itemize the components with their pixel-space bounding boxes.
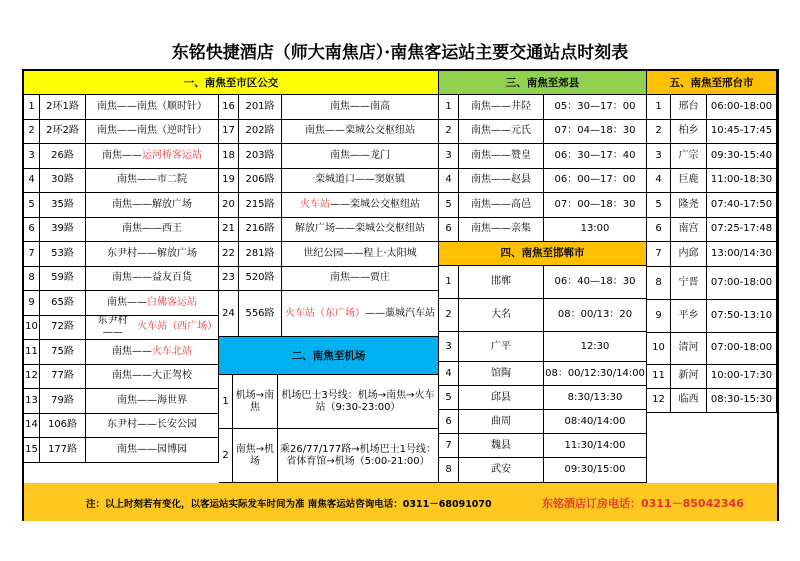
destination: 隆尧: [671, 193, 707, 218]
route-stops: 南焦——贾庄: [282, 267, 439, 292]
departure-time: 07:00-18:00: [707, 333, 777, 365]
route-number: 75路: [40, 340, 86, 365]
departure-time: 13:00/14:30: [707, 242, 777, 267]
destination: 南焦——高邑: [459, 193, 544, 218]
row-number: 21: [219, 218, 239, 243]
row-number: 5: [647, 193, 671, 218]
destination: 广宗: [671, 144, 707, 169]
row-number: 1: [219, 375, 233, 429]
row-number: 1: [439, 266, 459, 299]
row-number: 6: [24, 218, 40, 243]
row-number: 6: [439, 410, 459, 434]
row-number: 7: [647, 242, 671, 267]
route-number: 39路: [40, 218, 86, 243]
departure-time: 11:30/14:00: [544, 434, 647, 458]
departure-time: 10:00-17:30: [707, 365, 777, 389]
departure-time: 12:30: [544, 332, 647, 362]
destination: 邱县: [459, 386, 544, 410]
departure-time: 06：30—17：40: [544, 144, 647, 169]
row-number: 1: [647, 95, 671, 120]
route-stops: 东尹村——解放广场: [86, 242, 219, 267]
departure-time: 06:00-18:00: [707, 95, 777, 120]
section2-header: 二、南焦至机场: [219, 337, 439, 375]
row-number: 4: [439, 362, 459, 386]
route-stops: 南焦——解放广场: [86, 193, 219, 218]
row-number: 7: [439, 434, 459, 458]
route-number: 2环1路: [40, 95, 86, 120]
route-stops: 南焦——益友百货: [86, 267, 219, 292]
row-number: 10: [647, 333, 671, 365]
row-number: 24: [219, 291, 239, 337]
row-number: 5: [24, 193, 40, 218]
departure-time: 08:40/14:00: [544, 410, 647, 434]
destination: 魏县: [459, 434, 544, 458]
destination: 临西: [671, 389, 707, 413]
row-number: 8: [24, 267, 40, 292]
row-number: 8: [647, 267, 671, 300]
row-number: 19: [219, 169, 239, 194]
hotel-phone: 东铭酒店订房电话：0311－85042346: [542, 497, 744, 510]
row-number: 9: [647, 300, 671, 333]
section3-header: 三、南焦至郊县: [439, 71, 647, 95]
route-number: 30路: [40, 169, 86, 194]
row-number: 1: [24, 95, 40, 120]
route-stops: 南焦——栾城公交枢纽站: [282, 120, 439, 145]
route-number: 77路: [40, 365, 86, 390]
destination: 南焦——元氏: [459, 120, 544, 145]
destination: 大名: [459, 299, 544, 332]
destination: 邢台: [671, 95, 707, 120]
row-number: 16: [219, 95, 239, 120]
footer-note: 注：以上时刻若有变化，以客运站实际发车时间为准 南焦客运站咨询电话：0311－68091070: [86, 499, 492, 510]
destination: 柏乡: [671, 120, 707, 145]
row-number: 13: [24, 389, 40, 414]
route-number: 202路: [239, 120, 282, 145]
row-number: 20: [219, 193, 239, 218]
route-stops: 南焦——西王: [86, 218, 219, 243]
route-stops: 南焦—— 火车北站: [86, 340, 219, 365]
route-number: 72路: [40, 316, 86, 341]
row-number: 10: [24, 316, 40, 341]
section1-header: 一、南焦至市区公交: [24, 71, 439, 95]
route-number: 520路: [239, 267, 282, 292]
row-number: 22: [219, 242, 239, 267]
route-number: 65路: [40, 291, 86, 316]
row-number: 6: [647, 218, 671, 243]
route-stops: 南焦——南焦（逆时针）: [86, 120, 219, 145]
route-stops: 东尹村—— 火车站（西广场）: [86, 316, 219, 341]
row-number: 9: [24, 291, 40, 316]
destination: 南宫: [671, 218, 707, 243]
route-stops: 解放广场——栾城公交枢纽站: [282, 218, 439, 243]
departure-time: 05：30—17：00: [544, 95, 647, 120]
route-number: 79路: [40, 389, 86, 414]
airport-direction: 机场→南焦: [233, 375, 278, 429]
route-number: 203路: [239, 144, 282, 169]
route-stops: 火车站（东广场） ——藁城汽车站: [282, 291, 439, 337]
row-number: 8: [439, 458, 459, 483]
departure-time: 09:30/15:00: [544, 458, 647, 483]
destination: 南焦——亲集: [459, 218, 544, 243]
route-stops: 南焦——龙门: [282, 144, 439, 169]
route-stops: 南焦——大正驾校: [86, 365, 219, 390]
row-number: 6: [439, 218, 459, 243]
route-number: 2环2路: [40, 120, 86, 145]
departure-time: 07:25-17:48: [707, 218, 777, 243]
route-stops: 世纪公园——程上·太阳城: [282, 242, 439, 267]
departure-time: 8:30/13:30: [544, 386, 647, 410]
destination: 广平: [459, 332, 544, 362]
row-number: 3: [24, 144, 40, 169]
row-number: 3: [439, 144, 459, 169]
row-number: 4: [24, 169, 40, 194]
destination: 馆陶: [459, 362, 544, 386]
route-number: 53路: [40, 242, 86, 267]
departure-time: 11:00-18:30: [707, 169, 777, 194]
destination: 宁晋: [671, 267, 707, 300]
row-number: 4: [439, 169, 459, 194]
departure-time: 06：40—18：30: [544, 266, 647, 299]
row-number: 2: [439, 120, 459, 145]
airport-info: 乘26/77/177路→机场巴士1号线：省体育馆→机场（5:00-21:00）: [278, 429, 439, 483]
row-number: 3: [647, 144, 671, 169]
departure-time: 07:50-13:10: [707, 300, 777, 333]
row-number: 12: [24, 365, 40, 390]
route-stops: 南焦——南高: [282, 95, 439, 120]
route-number: 26路: [40, 144, 86, 169]
row-number: 1: [439, 95, 459, 120]
row-number: 2: [24, 120, 40, 145]
route-number: 59路: [40, 267, 86, 292]
footer-bar: [24, 483, 777, 521]
departure-time: 07:00-18:00: [707, 267, 777, 300]
section5-header: 五、南焦至邢台市: [647, 71, 777, 95]
timetable: [22, 69, 779, 521]
route-number: 35路: [40, 193, 86, 218]
departure-time: 06：00—17：00: [544, 169, 647, 194]
route-number: 206路: [239, 169, 282, 194]
row-number: 2: [219, 429, 233, 483]
row-number: 4: [647, 169, 671, 194]
destination: 巨鹿: [671, 169, 707, 194]
route-number: 177路: [40, 438, 86, 463]
row-number: 7: [24, 242, 40, 267]
route-number: 216路: [239, 218, 282, 243]
destination: 曲周: [459, 410, 544, 434]
destination: 清河: [671, 333, 707, 365]
route-stops: 南焦——南焦（顺时针）: [86, 95, 219, 120]
destination: 平乡: [671, 300, 707, 333]
route-number: 281路: [239, 242, 282, 267]
row-number: 3: [439, 332, 459, 362]
route-stops: 火车站 ——栾城公交枢纽站: [282, 193, 439, 218]
page-title: 东铭快捷酒店（师大南焦店）·南焦客运站主要交通站点时刻表: [171, 43, 629, 63]
route-number: 201路: [239, 95, 282, 120]
row-number: 5: [439, 193, 459, 218]
departure-time: 08：00/12:30/14:00: [544, 362, 647, 386]
destination: 南焦——赞皇: [459, 144, 544, 169]
departure-time: 10:45-17:45: [707, 120, 777, 145]
destination: 武安: [459, 458, 544, 483]
row-number: 11: [647, 365, 671, 389]
row-number: 14: [24, 414, 40, 439]
route-stops: 南焦——园博园: [86, 438, 219, 463]
departure-time: 08:30-15:30: [707, 389, 777, 413]
departure-time: 07:40-17:50: [707, 193, 777, 218]
row-number: 18: [219, 144, 239, 169]
route-stops: 南焦——海世界: [86, 389, 219, 414]
departure-time: 07：00—18：30: [544, 193, 647, 218]
airport-direction: 南焦→机场: [233, 429, 278, 483]
row-number: 2: [439, 299, 459, 332]
departure-time: 07：04—18：30: [544, 120, 647, 145]
route-stops: 南焦—— 运河桥客运站: [86, 144, 219, 169]
row-number: 11: [24, 340, 40, 365]
route-number: 106路: [40, 414, 86, 439]
destination: 南焦——井陉: [459, 95, 544, 120]
row-number: 5: [439, 386, 459, 410]
route-stops: 东尹村——长安公园: [86, 414, 219, 439]
row-number: 23: [219, 267, 239, 292]
row-number: 12: [647, 389, 671, 413]
route-stops: 南焦——市二院: [86, 169, 219, 194]
departure-time: 08：00/13：20: [544, 299, 647, 332]
row-number: 2: [647, 120, 671, 145]
destination: 邯郸: [459, 266, 544, 299]
departure-time: 09:30-15:40: [707, 144, 777, 169]
airport-info: 机场巴士3号线：机场→南焦→火车站（9:30-23:00）: [278, 375, 439, 429]
section4-header: 四、南焦至邯郸市: [439, 241, 647, 266]
route-stops: 南焦—— 白佛客运站: [86, 291, 219, 316]
departure-time: 13:00: [544, 218, 647, 243]
route-number: 556路: [239, 291, 282, 337]
destination: 内邱: [671, 242, 707, 267]
destination: 新河: [671, 365, 707, 389]
row-number: 15: [24, 438, 40, 463]
route-number: 215路: [239, 193, 282, 218]
row-number: 17: [219, 120, 239, 145]
route-stops: 栾城道口——窦妪镇: [282, 169, 439, 194]
destination: 南焦——赵县: [459, 169, 544, 194]
